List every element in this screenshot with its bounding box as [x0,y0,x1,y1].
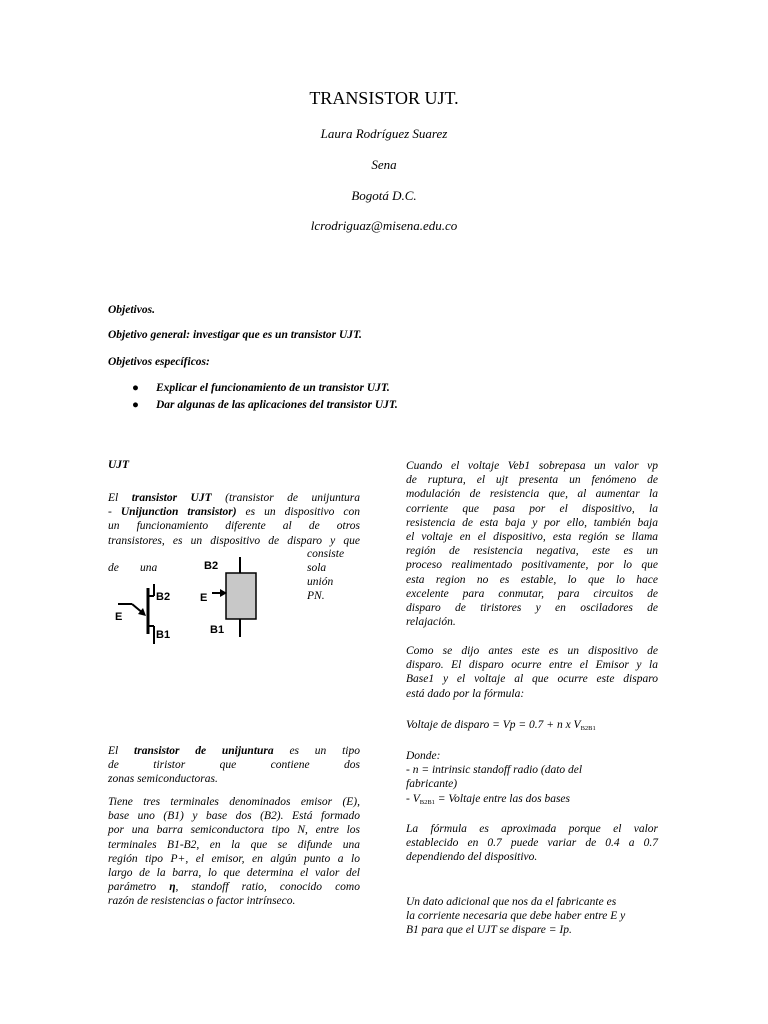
word-una: una [140,562,158,574]
text-line: razón de resistencias o factor intrínseco. [108,895,296,908]
text-line: El transistor UJT (transistor de unijuntura [108,492,361,504]
text-line: resistencia de esta baja y por ello, también baja [406,516,658,529]
word-union: unión [307,576,334,588]
text-line: dependiendo del dispositivo. [406,851,538,864]
paragraph-additional-data [406,895,658,938]
bullet-icon: ● [132,399,139,411]
list-item-text: Explicar el funcionamiento de un transistor UJT. [156,382,390,394]
specific-objectives-list [128,380,398,414]
author-name: Laura Rodríguez Suarez [320,126,448,141]
text-line: está dado por la fórmula: [406,687,525,700]
definition-n: - n = intrinsic standoff radio (dato del [406,764,583,777]
ujt-symbol-diagram [110,582,190,646]
text-line: modulación de resistencia que, al aumentar la [406,488,658,501]
bar-label-e: E [200,592,208,604]
general-objective: Objetivo general: investigar que es un transistor UJT. [108,329,362,341]
paragraph-approximation [406,822,658,865]
text-line: corriente que pasa por el dispositivo, la [406,502,658,515]
word-pn: PN. [307,590,325,602]
word-sola: sola [307,562,327,574]
text-line: región de resistencia negativa, este es un [406,545,658,558]
text-line: transistores, es un dispositivo de disparo y que [108,534,360,547]
bar-label-b2: B2 [204,560,219,572]
text-line: parámetro η, standoff ratio, conocido como [108,881,360,894]
text-line: base uno (B1) y base dos (B2). Está formado [108,810,360,823]
text-line: B1 para que el UJT se dispare = Ip. [406,924,572,937]
text-line: un funcionamiento diferente al de otros [108,520,360,533]
formula-definitions [406,749,658,808]
text-line: región tipo P+, el emisor, en algún punto a lo [108,852,360,865]
text-line: el voltaje en el dispositivo, esta región se llama [406,531,658,544]
definition-n-continued: fabricante) [406,778,458,791]
text-line: La fórmula es aproximada porque el valor [406,823,658,835]
text-line: El transistor de unijuntura es un tipo [108,745,360,757]
city-name: Bogotá D.C. [351,188,417,203]
objectives-heading: Objetivos. [108,304,155,316]
text-line: Un dato adicional que nos da el fabricante es [406,896,617,908]
word-de: de [108,562,119,574]
text-line: proceso realimentado positivamente, por lo que [406,559,658,572]
text-line: - Unijunction transistor) es un dispositivo con [108,506,360,519]
text-line: disparo. El disparo ocurre entre el Emisor y la [406,659,658,672]
text-line: zonas semiconductoras. [108,773,218,786]
donde-label: Donde: [406,750,441,762]
trigger-formula: Voltaje de disparo = Vp = 0.7 + n x $V_{B2B1}$ [406,719,596,732]
bullet-icon: ● [132,382,139,394]
paragraph-breakdown [406,459,658,629]
specific-objectives-heading: Objetivos específicos: [108,356,210,368]
definition-vb2b1: - $V_{B2B1}$ = Voltaje entre las dos bases [406,792,571,806]
paragraph-thyristor [108,744,360,787]
text-line: establecido en 0.7 puede variar de 0.4 a 0.7 [406,837,658,850]
paragraph-trigger [406,644,658,701]
text-line: de tiristor que contiene dos [108,759,361,772]
text-line: de ruptura, el ujt presenta un fenómeno de [406,474,658,487]
section-heading-ujt: UJT [108,459,130,471]
paragraph-terminals [108,795,360,909]
text-line: terminales B1-B2, en la que se difunde una [108,838,360,851]
author-email: lcrodriguaz@misena.edu.co [310,218,458,233]
formula-subscript: B2B1 [580,725,596,732]
text-line: esta region no es estable, lo que lo hace [406,573,658,586]
semiconductor-bar [226,573,256,619]
ujt-bar-diagram [196,557,268,637]
text-line: por una barra semiconductora tipo N, entre los [108,824,360,837]
text-line: largo de la barra, lo que determina el valor del [108,867,360,880]
paragraph-ujt-intro [108,491,360,548]
institution-name: Sena [371,157,397,172]
text-line: Base1 y el voltaje al que ocurre este disparo [406,673,658,686]
word-consiste: consiste [307,548,345,560]
symbol-label-b1: B1 [156,629,171,641]
symbol-label-e: E [115,611,123,623]
list-item-text: Dar algunas de las aplicaciones del transistor UJT. [156,399,398,411]
document-title: TRANSISTOR UJT. [309,88,459,108]
symbol-label-b2: B2 [156,591,171,603]
list-item [128,380,398,397]
text-line: disparo de tiristores y en osciladores de [406,602,658,615]
text-line: Como se dijo antes este es un dispositivo de [406,645,658,657]
bar-label-b1: B1 [210,624,225,636]
text-line: la corriente necesaria que debe haber entre E y [406,910,626,923]
text-line: excelente para conmutar, para circuitos de [406,587,658,600]
text-line: Cuando el voltaje Veb1 sobrepasa un valor vp [406,460,658,472]
text-line: Tiene tres terminales denominados emisor (E), [108,796,360,808]
list-item [128,397,398,414]
text-line: relajación. [406,616,456,629]
